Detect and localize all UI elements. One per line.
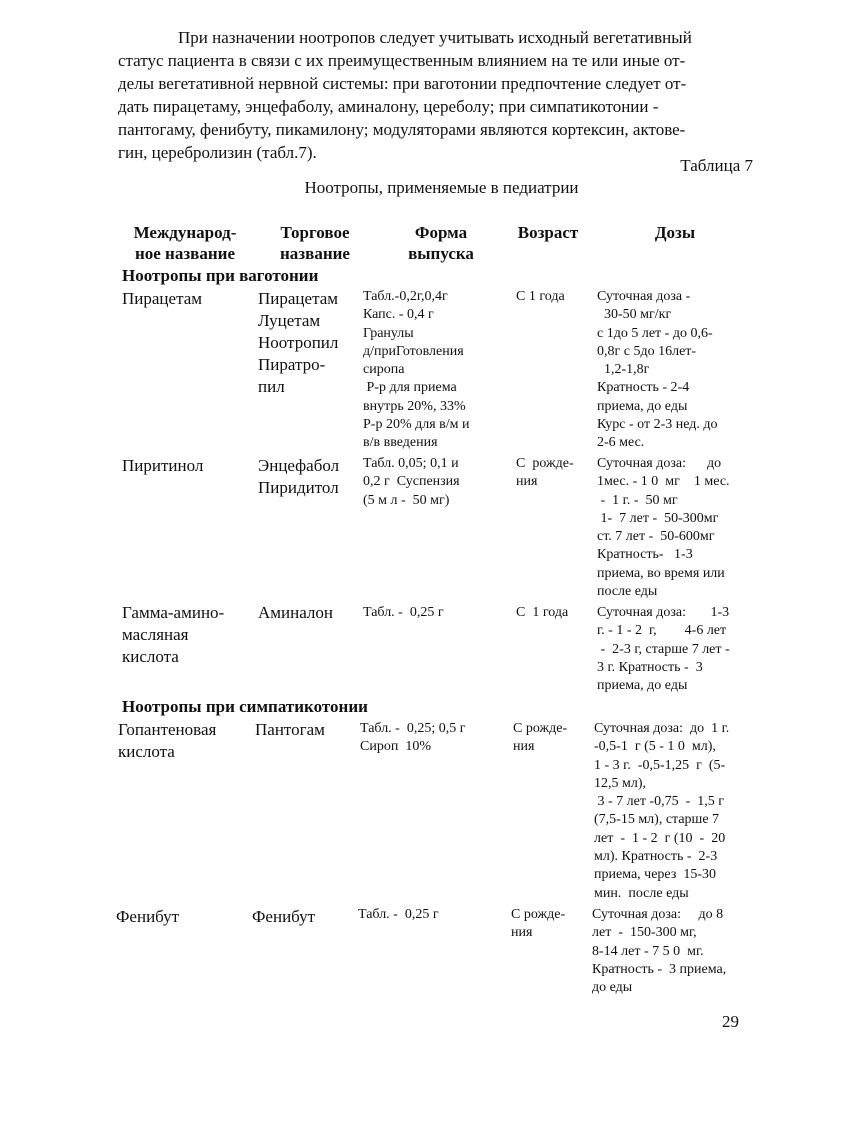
row1-age: [516, 288, 565, 306]
row2-trade: [258, 455, 339, 499]
cell-line: приема, во время или: [597, 565, 725, 581]
cell-line: С рожде-: [513, 721, 568, 736]
cell-line: Табл. - 0,25 г: [363, 605, 444, 620]
row3-trade: [258, 602, 333, 624]
cell-line: приема, через 15-30: [594, 867, 717, 883]
cell-line: Суточная доза -: [597, 289, 691, 304]
cell-line: (5 м л - 50 мг): [363, 492, 450, 508]
row1-intl: [122, 288, 202, 310]
cell-line: кислота: [122, 647, 179, 666]
cell-line: Кратность- 1-3: [597, 547, 693, 563]
cell-line: 0,2 г Суспензия: [363, 474, 460, 490]
cell-line: г. - 1 - 2 г, 4-6 лет: [597, 623, 727, 639]
header-line: выпуска: [408, 244, 474, 263]
cell-line: - 2-3 г, старше 7 лет -: [597, 641, 730, 657]
cell-line: пил: [258, 377, 285, 396]
header-line: Форма: [414, 223, 468, 242]
row3-intl: [122, 602, 224, 668]
header-line: Торговое: [280, 223, 350, 242]
section-vagotonia: Ноотропы при ваготонии: [122, 266, 319, 285]
header-line: ное название: [134, 244, 236, 263]
cell-line: ния: [513, 739, 535, 755]
cell-line: Луцетам: [258, 311, 321, 330]
row5-age: [511, 906, 565, 943]
section-sympathicotonia: Ноотропы при симпатикотонии: [122, 697, 368, 716]
row1-form: [363, 288, 470, 453]
table-title: Ноотропы, применяемые в педиатрии: [304, 178, 579, 197]
header-age: [508, 222, 588, 243]
cell-line: Ноотропил: [258, 333, 339, 352]
cell-line: Гамма-амино-: [122, 603, 225, 622]
row5-intl: [116, 906, 179, 928]
cell-line: лет - 1 - 2 г (10 - 20: [594, 830, 726, 846]
cell-line: Пирацетам: [258, 289, 339, 308]
row4-intl: [118, 719, 216, 763]
header-form: [380, 222, 502, 264]
row4-dose: [594, 720, 729, 903]
row2-age: [516, 455, 574, 492]
cell-line: приема, до еды: [597, 398, 688, 414]
row4-age: [513, 720, 567, 757]
intro-line: дать пирацетаму, энцефаболу, аминалону, цереболу; при симпатикотонии -: [118, 97, 659, 116]
row5-trade: [252, 906, 315, 928]
row4-trade: [255, 719, 325, 741]
row2-dose: [597, 455, 730, 601]
cell-line: в/в введения: [363, 435, 438, 451]
cell-line: Суточная доза: до 1 г.: [594, 721, 730, 736]
cell-line: Табл.-0,2г,0,4г: [363, 289, 448, 304]
cell-line: 8-14 лет - 7 5 0 мг.: [592, 943, 704, 959]
row4-form: [360, 720, 465, 757]
cell-line: Пантогам: [255, 720, 325, 739]
table-number: Таблица 7: [680, 156, 753, 175]
intro-line: При назначении ноотропов следует учитывать исходный вегетативный: [178, 28, 692, 47]
cell-line: Гопантеновая: [118, 720, 217, 739]
cell-line: Кратность - 3 приема,: [592, 961, 727, 977]
cell-line: Пирацетам: [122, 289, 203, 308]
cell-line: ст. 7 лет - 50-600мг: [597, 529, 715, 545]
cell-line: д/приГотовления: [363, 343, 464, 359]
cell-line: приема, до еды: [597, 678, 688, 694]
cell-line: Курс - от 2-3 нед. до: [597, 417, 718, 433]
cell-line: ния: [516, 474, 538, 490]
cell-line: до еды: [592, 980, 633, 996]
cell-line: 1 - 3 г. -0,5-1,25 г (5-: [594, 757, 726, 773]
cell-line: (7,5-15 мл), старше 7: [594, 812, 720, 828]
cell-line: 30-50 мг/кг: [597, 307, 672, 323]
cell-line: 1мес. - 1 0 мг 1 мес.: [597, 474, 730, 490]
row2-form: [363, 455, 460, 510]
cell-line: С рожде-: [511, 907, 566, 922]
cell-line: Фенибут: [116, 907, 180, 926]
cell-line: мл). Кратность - 2-3: [594, 849, 718, 865]
cell-line: лет - 150-300 мг,: [592, 925, 697, 941]
row3-age: [516, 604, 568, 622]
cell-line: с 1до 5 лет - до 0,6-: [597, 325, 713, 341]
cell-line: Фенибут: [252, 907, 316, 926]
cell-line: С 1 года: [516, 605, 569, 620]
intro-line: статус пациента в связи с их преимущественным влиянием на те или иные от-: [118, 51, 686, 70]
intro-line: пантогаму, фенибуту, пикамилону; модуляторами являются кортексин, актове-: [118, 120, 686, 139]
header-intl-name: [122, 222, 248, 264]
cell-line: 3 - 7 лет -0,75 - 1,5 г: [594, 794, 725, 810]
cell-line: масляная: [122, 625, 189, 644]
cell-line: внутрь 20%, 33%: [363, 398, 466, 414]
cell-line: Табл. 0,05; 0,1 и: [363, 456, 459, 471]
header-trade-name: [262, 222, 368, 264]
cell-line: ния: [511, 925, 533, 941]
header-dose: [600, 222, 750, 243]
cell-line: 1,2-1,8г: [597, 362, 650, 378]
cell-line: Суточная доза: 1-3: [597, 605, 730, 620]
cell-line: 3 г. Кратность - 3: [597, 659, 703, 675]
cell-line: С 1 года: [516, 289, 565, 304]
cell-line: Табл. - 0,25 г: [358, 907, 439, 922]
row1-dose: [597, 288, 718, 453]
cell-line: после еды: [597, 584, 658, 600]
cell-line: Капс. - 0,4 г: [363, 307, 434, 323]
cell-line: Р-р 20% для в/м и: [363, 417, 470, 433]
cell-line: сиропа: [363, 362, 405, 378]
header-line: Дозы: [654, 223, 696, 242]
cell-line: Сироп 10%: [360, 739, 431, 755]
intro-line: делы вегетативной нервной системы: при ваготонии предпочтение следует от-: [118, 74, 687, 93]
cell-line: Гранулы: [363, 325, 414, 341]
row3-dose: [597, 604, 730, 695]
row2-intl: [122, 455, 203, 477]
header-line: Международ-: [133, 223, 237, 242]
intro-line: гин, церебролизин (табл.7).: [118, 143, 317, 162]
cell-line: - 1 г. - 50 мг: [597, 492, 678, 508]
row5-form: [358, 906, 439, 924]
cell-line: -0,5-1 г (5 - 1 0 мл),: [594, 739, 716, 755]
cell-line: кислота: [118, 742, 175, 761]
cell-line: С рожде-: [516, 456, 574, 471]
cell-line: Суточная доза: до 8: [592, 907, 724, 922]
cell-line: Энцефабол: [258, 456, 340, 475]
row5-dose: [592, 906, 726, 997]
cell-line: Табл. - 0,25; 0,5 г: [360, 721, 466, 736]
cell-line: Пиратро-: [258, 355, 326, 374]
header-line: Возраст: [517, 223, 579, 242]
cell-line: Аминалон: [258, 603, 334, 622]
cell-line: Пиридитол: [258, 478, 339, 497]
row3-form: [363, 604, 444, 622]
cell-line: Р-р для приема: [363, 380, 457, 396]
cell-line: мин. после еды: [594, 885, 689, 901]
cell-line: 2-6 мес.: [597, 435, 645, 451]
cell-line: Суточная доза: до: [597, 456, 722, 471]
row1-trade: [258, 288, 338, 398]
cell-line: Пиритинол: [122, 456, 204, 475]
cell-line: 12,5 мл),: [594, 775, 647, 791]
intro-paragraph: [118, 26, 754, 164]
header-line: название: [280, 244, 350, 263]
cell-line: Кратность - 2-4: [597, 380, 690, 396]
cell-line: 1- 7 лет - 50-300мг: [597, 510, 719, 526]
page-number: 29: [722, 1012, 739, 1031]
cell-line: 0,8г с 5до 16лет-: [597, 343, 697, 359]
